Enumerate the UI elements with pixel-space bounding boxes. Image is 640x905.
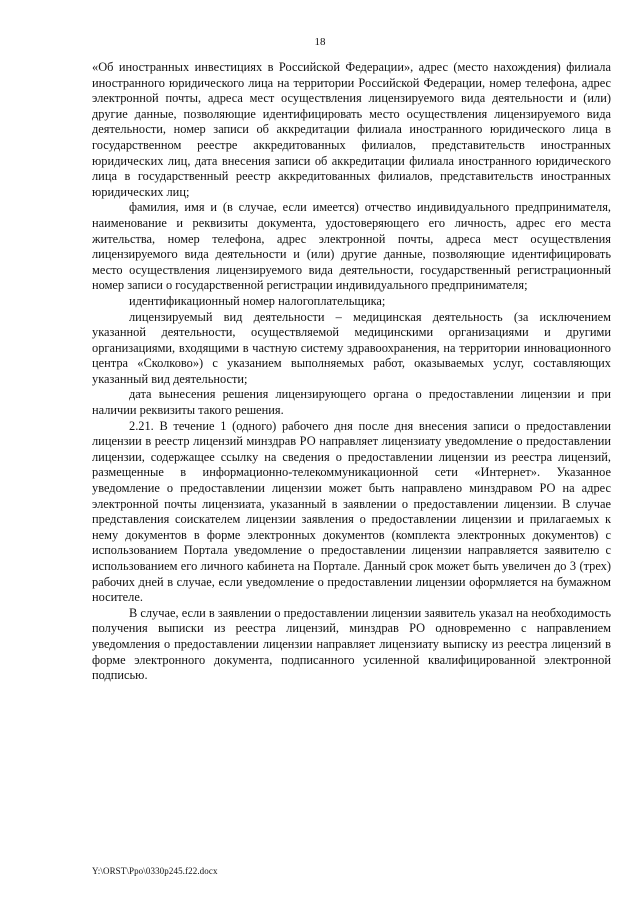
- paragraph-foreign-branch-info: «Об иностранных инвестициях в Российской Федерации», адрес (место нахождения) филиала иностранного юридического лица на территории Российской Федерации, номер телефона, адрес электронной почты, адреса мест осуществления лицензируемого вида деятельности и (или) другие данные, позволяющие идентифицировать место осуществления лицензируемого вида деятельности, номер записи об аккредитации филиала иностранного юридического лица в государственном реестре аккредитованных филиалов, представительств иностранных юридических лиц, дата внесения записи об аккредитации филиала иностранного юридического лица в государственный реестр аккредитованных филиалов, представительств иностранных юридических лиц;: [92, 60, 611, 199]
- file-path-footer: Y:\ORST\Ppo\0330p245.f22.docx: [92, 866, 218, 876]
- document-body: [92, 60, 611, 684]
- page-number: 18: [314, 36, 326, 48]
- paragraph-tax-id: идентификационный номер налогоплательщика;: [129, 293, 386, 308]
- paragraph-section-2-21: 2.21. В течение 1 (одного) рабочего дня после дня внесения записи о предоставлении лицензии в реестр лицензий минздрав РО направляет лицензиату уведомление о предоставлении лицензии, содержащее ссылку на сведения о предоставлении лицензии из реестра лицензий, размещенные в информационно-телекоммуникационной сети «Интернет». Указанное уведомление о предоставлении лицензии может быть направлено минздравом РО на адрес электронной почты лицензиата, указанный в заявлении о предоставлении лицензии. В случае представления соискателем лицензии заявления о предоставлении лицензии и прилагаемых к нему документов в форме электронных документов (комплекта электронных документов) с использованием Портала уведомление о предоставлении лицензии направляется заявителю с использованием его личного кабинета на Портале. Данный срок может быть увеличен до 3 (трех) рабочих дней в случае, если уведомление о предоставлении лицензии оформляется на бумажном носителе.: [92, 418, 611, 605]
- paragraph-entrepreneur-info: фамилия, имя и (в случае, если имеется) отчество индивидуального предпринимателя, наименование и реквизиты документа, удостоверяющего его личность, адрес его места жительства, номер телефона, адрес электронной почты, адреса мест осуществления лицензируемого вида деятельности и (или) другие данные, позволяющие идентифицировать место осуществления лицензируемого вида деятельности, государственный регистрационный номер записи о государственной регистрации индивидуального предпринимателя;: [92, 200, 611, 293]
- paragraph-registry-extract: В случае, если в заявлении о предоставлении лицензии заявитель указал на необходимость получения выписки из реестра лицензий, минздрав РО одновременно с направлением уведомления о предоставлении лицензии направляет лицензиату выписку из реестра лицензий в форме электронного документа, подписанного усиленной квалифицированной электронной подписью.: [92, 605, 611, 683]
- paragraph-decision-date: дата вынесения решения лицензирующего органа о предоставлении лицензии и при наличии реквизиты такого решения.: [92, 387, 611, 418]
- paragraph-licensed-activity: лицензируемый вид деятельности – медицинская деятельность (за исключением указанной деятельности, осуществляемой медицинскими организациями и другими организациями, входящими в частную систему здравоохранения, на территории инновационного центра «Сколково») с указанием выполняемых работ, оказываемых услуг, составляющих указанный вид деятельности;: [92, 309, 611, 386]
